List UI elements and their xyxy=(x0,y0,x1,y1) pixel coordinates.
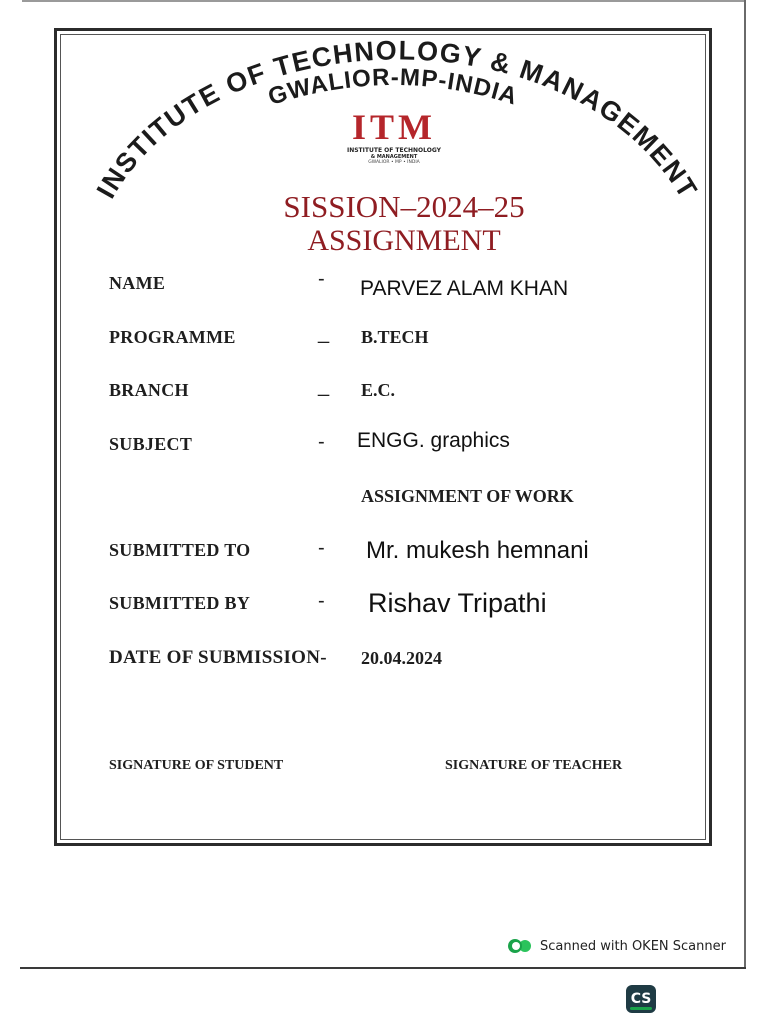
itm-logo xyxy=(339,107,449,175)
teacher-signature-label: SIGNATURE OF TEACHER xyxy=(445,758,623,773)
date-label: DATE OF SUBMISSION- xyxy=(109,647,327,668)
submitted-to-label: SUBMITTED TO xyxy=(109,540,251,560)
camscanner-badge-text: CS xyxy=(630,991,652,1007)
scanner-watermark xyxy=(508,935,726,957)
subject-separator: - xyxy=(318,431,325,453)
subject-label: SUBJECT xyxy=(109,434,193,454)
location-text: GWALIOR-MP-INDIA xyxy=(265,63,522,111)
submitted-to-separator: - xyxy=(318,537,325,559)
itm-logo-mark xyxy=(342,107,446,147)
submitted-by-value: Rishav Tripathi xyxy=(368,588,547,618)
assignment-title: ASSIGNMENT xyxy=(307,224,501,257)
student-signature-label: SIGNATURE OF STUDENT xyxy=(109,758,284,773)
scan-edge-right xyxy=(744,0,746,968)
scanner-logo-icon xyxy=(508,937,532,955)
programme-value: B.TECH xyxy=(361,327,429,347)
programme-label: PROGRAMME xyxy=(109,327,236,347)
work-type-value: ASSIGNMENT OF WORK xyxy=(361,486,574,506)
submitted-by-label: SUBMITTED BY xyxy=(109,593,251,613)
itm-logo-letters: ITM xyxy=(352,107,436,147)
scanner-watermark-text: Scanned with OKEN Scanner xyxy=(540,938,726,954)
session-heading: SISSION–2024–25 xyxy=(283,189,525,224)
logo-caption-3: GWALIOR • MP • INDIA xyxy=(368,160,420,165)
scan-edge-top xyxy=(22,0,746,2)
subject-value: ENGG. graphics xyxy=(357,429,510,452)
logo-caption-1: INSTITUTE OF TECHNOLOGY xyxy=(346,147,442,154)
submitted-by-separator: - xyxy=(318,590,325,612)
name-separator: - xyxy=(318,268,325,290)
branch-label: BRANCH xyxy=(109,380,189,400)
scan-edge-bottom xyxy=(20,967,746,969)
branch-separator: _ xyxy=(318,375,330,397)
submitted-to-value: Mr. mukesh hemnani xyxy=(366,537,589,564)
programme-separator: _ xyxy=(318,322,330,344)
date-value: 20.04.2024 xyxy=(361,648,442,668)
name-value: PARVEZ ALAM KHAN xyxy=(360,277,569,300)
logo-caption-2: & MANAGEMENT xyxy=(370,154,418,160)
branch-value: E.C. xyxy=(361,380,396,400)
name-label: NAME xyxy=(109,273,166,293)
institute-name-text: INSTITUTE OF TECHNOLOGY & MANAGEMENT xyxy=(90,35,704,205)
camscanner-badge-icon xyxy=(626,985,656,1013)
